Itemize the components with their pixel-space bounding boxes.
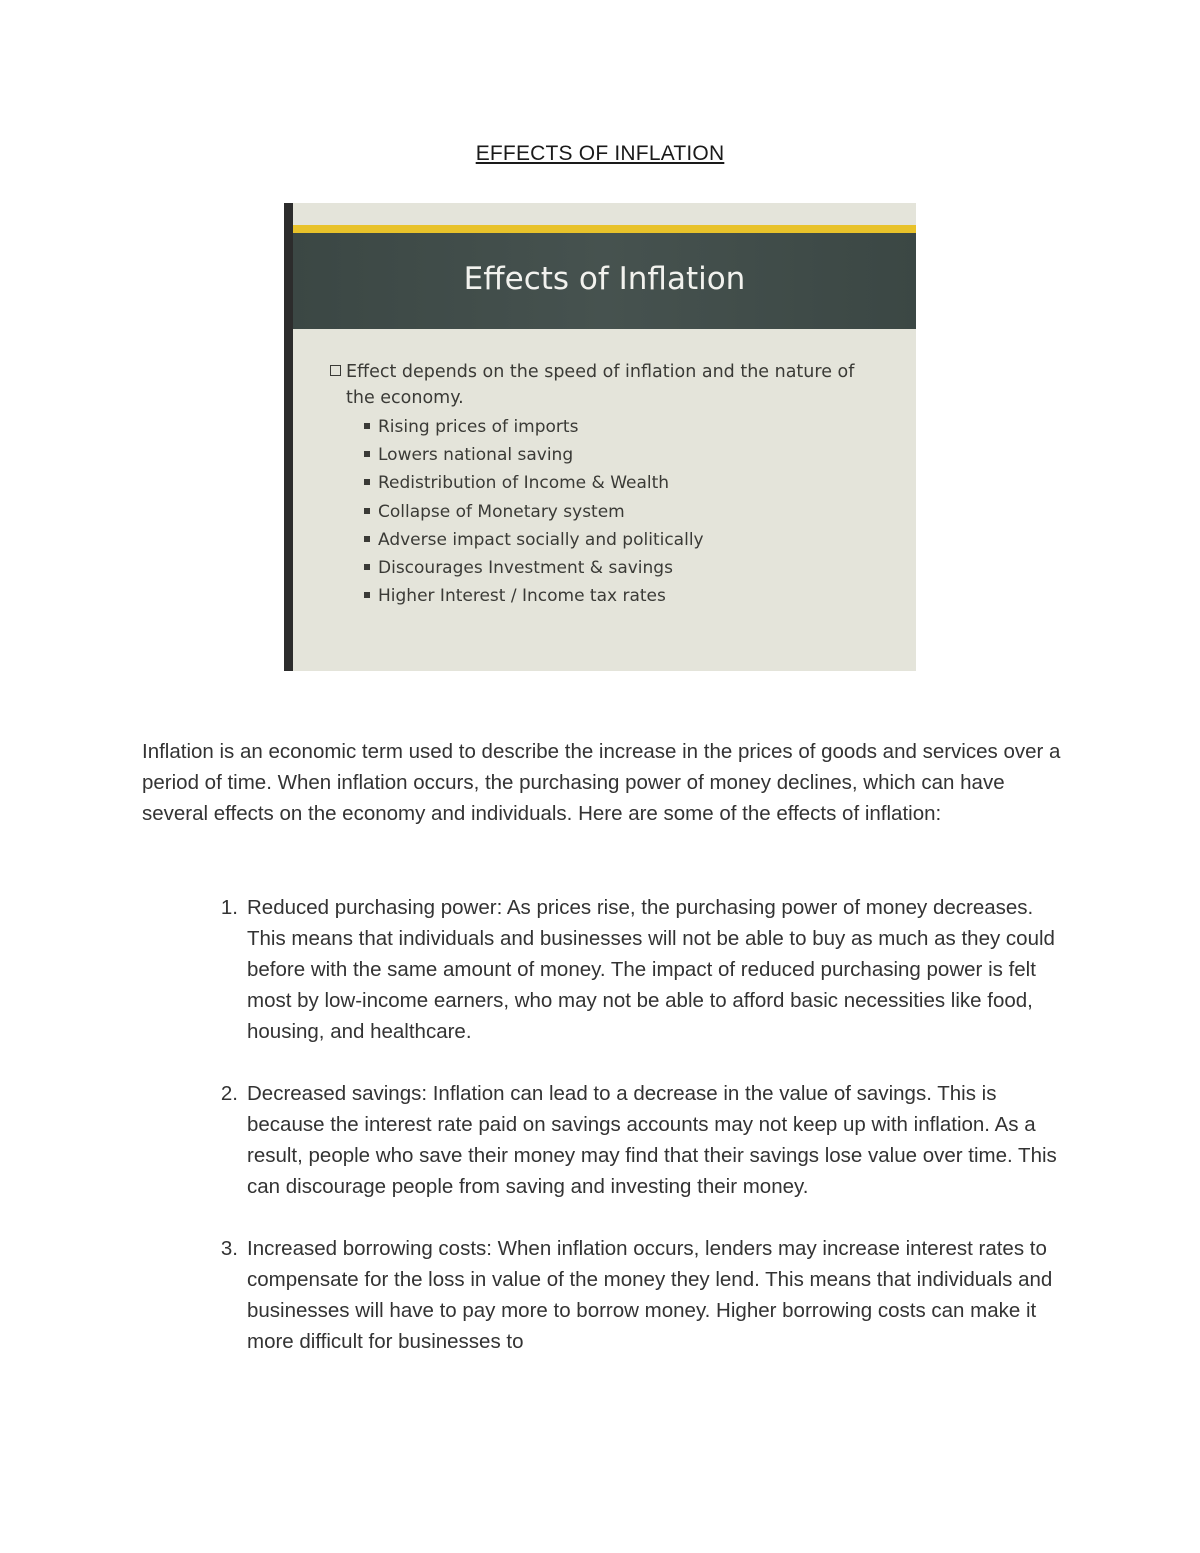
square-bullet-icon [364, 479, 370, 485]
square-bullet-icon [364, 451, 370, 457]
effect-text: Increased borrowing costs: When inflation occurs, lenders may increase interest rates to compensate for the loss in value of the money they lend. This means that individuals and businesses will have to pay more to borrow money. Higher borrowing costs can make it more difficult for businesses to [247, 1237, 1053, 1353]
effect-text: Decreased savings: Inflation can lead to a decrease in the value of savings. This is because the interest rate paid on savings accounts may not keep up with inflation. As a result, people who save their money may find that their savings lose value over time. This can discourage people from saving and investing their money. [247, 1082, 1057, 1198]
slide-bullet: Lowers national saving [360, 441, 870, 469]
slide-bullet: Redistribution of Income & Wealth [360, 469, 870, 497]
effect-item [142, 1233, 1062, 1357]
slide-lead-text: Effect depends on the speed of inflation and the nature of the economy. [346, 362, 855, 408]
effects-list [142, 892, 1062, 1388]
slide-accent-stripe [293, 225, 916, 233]
effect-item [142, 1078, 1062, 1202]
effect-number: 2. [220, 1082, 238, 1105]
intro-paragraph: Inflation is an economic term used to describe the increase in the prices of goods and services over a period of time. When inflation occurs, the purchasing power of money declines, which can have several effects on the economy and individuals. Here are some of the effects of inflation: [142, 740, 1061, 825]
page-title: EFFECTS OF INFLATION [475, 142, 725, 165]
slide-heading: Effects of Inflation [463, 261, 746, 297]
square-bullet-icon [364, 423, 370, 429]
square-bullet-icon [364, 536, 370, 542]
slide-top-strip [293, 203, 916, 225]
slide-bullet: Higher Interest / Income tax rates [360, 582, 870, 610]
slide-bullet: Discourages Investment & savings [360, 554, 870, 582]
slide-bullet: Collapse of Monetary system [360, 498, 870, 526]
slide-bullet: Adverse impact socially and politically [360, 526, 870, 554]
effect-number: 1. [220, 896, 238, 919]
effect-item [142, 892, 1062, 1047]
slide-body [330, 359, 870, 610]
square-bullet-icon [364, 564, 370, 570]
slide-image [284, 203, 916, 671]
slide-left-bar [284, 203, 293, 671]
checkbox-bullet-icon [330, 365, 341, 376]
slide-bullet-list [330, 413, 870, 610]
effect-text: Reduced purchasing power: As prices rise, the purchasing power of money decreases. This means that individuals and businesses will not be able to buy as much as they could before with the same amount of money. The impact of reduced purchasing power is felt most by low-income earners, who may not be able to afford basic necessities like food, housing, and healthcare. [247, 896, 1055, 1043]
square-bullet-icon [364, 508, 370, 514]
square-bullet-icon [364, 592, 370, 598]
slide-lead [330, 359, 870, 411]
effect-number: 3. [220, 1237, 238, 1260]
slide-bullet: Rising prices of imports [360, 413, 870, 441]
